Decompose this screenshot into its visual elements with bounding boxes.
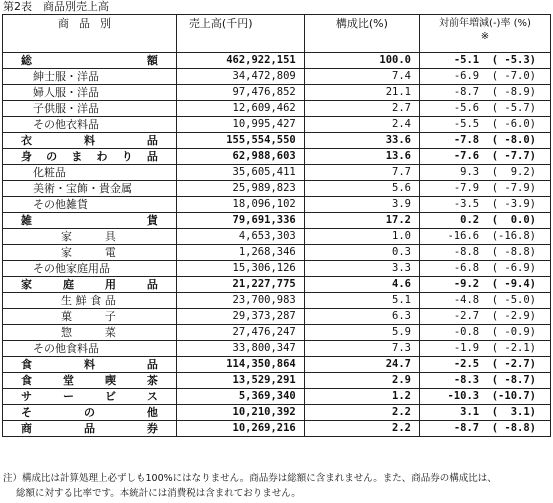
row-composition: 6.3 [304, 309, 419, 325]
row-change: -0.8 ( -0.9) [420, 325, 551, 341]
row-sales: 10,210,392 [176, 405, 304, 421]
row-composition: 7.3 [304, 341, 419, 357]
header-change-note: ※ [480, 31, 490, 42]
row-label: その他家庭用品 [3, 261, 177, 277]
row-label: その他 [3, 405, 177, 421]
row-composition: 2.2 [304, 421, 419, 437]
row-sales: 15,306,126 [176, 261, 304, 277]
row-label: 家庭用品 [3, 277, 177, 293]
row-change: -7.9 ( -7.9) [420, 181, 551, 197]
row-label: 食堂喫茶 [3, 373, 177, 389]
row-sales: 1,268,346 [176, 245, 304, 261]
row-sales: 10,269,216 [176, 421, 304, 437]
row-sales: 18,096,102 [176, 197, 304, 213]
row-label: 生鮮食品 [3, 293, 177, 309]
row-change: 0.2 ( 0.0) [420, 213, 551, 229]
row-change: 9.3 ( 9.2) [420, 165, 551, 181]
row-sales: 33,800,347 [176, 341, 304, 357]
row-change: -2.7 ( -2.9) [420, 309, 551, 325]
row-change: 3.1 ( 3.1) [420, 405, 551, 421]
row-composition: 5.1 [304, 293, 419, 309]
row-composition: 2.2 [304, 405, 419, 421]
table-row [3, 405, 551, 421]
row-change: -8.7 ( -8.8) [420, 421, 551, 437]
table-row [3, 85, 551, 101]
row-sales: 34,472,809 [176, 69, 304, 85]
row-change: -4.8 ( -5.0) [420, 293, 551, 309]
row-sales: 79,691,336 [176, 213, 304, 229]
row-sales: 21,227,775 [176, 277, 304, 293]
header-category: 商品別 [3, 15, 177, 53]
table-row [3, 389, 551, 405]
row-change: -2.5 ( -2.7) [420, 357, 551, 373]
row-change: -1.9 ( -2.1) [420, 341, 551, 357]
row-change: -3.5 ( -3.9) [420, 197, 551, 213]
row-sales: 12,609,462 [176, 101, 304, 117]
row-change: -5.5 ( -6.0) [420, 117, 551, 133]
row-label: 身のまわり品 [3, 149, 177, 165]
table-row [3, 69, 551, 85]
header-change-label: 対前年増減(-)率 (%) [439, 18, 531, 29]
header-change [420, 15, 551, 53]
table-title: 第2表 商品別売上高 [3, 0, 109, 13]
table-row [3, 357, 551, 373]
row-label: 雑貨 [3, 213, 177, 229]
header-composition: 構成比(%) [304, 15, 419, 53]
table-row [3, 277, 551, 293]
row-label: 子供服・洋品 [3, 101, 177, 117]
row-sales: 114,350,864 [176, 357, 304, 373]
table-row [3, 261, 551, 277]
row-change: -8.8 ( -8.8) [420, 245, 551, 261]
header-sales: 売上高(千円) [176, 15, 304, 53]
row-composition: 2.7 [304, 101, 419, 117]
row-composition: 1.2 [304, 389, 419, 405]
row-change: -5.6 ( -5.7) [420, 101, 551, 117]
row-composition: 13.6 [304, 149, 419, 165]
row-label: 紳士服・洋品 [3, 69, 177, 85]
row-sales: 35,605,411 [176, 165, 304, 181]
table-row [3, 325, 551, 341]
row-composition: 3.3 [304, 261, 419, 277]
row-composition: 4.6 [304, 277, 419, 293]
row-sales: 155,554,550 [176, 133, 304, 149]
row-label: 総 額 [3, 53, 177, 69]
row-change: -6.8 ( -6.9) [420, 261, 551, 277]
row-sales: 62,988,603 [176, 149, 304, 165]
row-label: 菓子 [3, 309, 177, 325]
row-change: -5.1 ( -5.3) [420, 53, 551, 69]
table-row [3, 341, 551, 357]
row-composition: 7.7 [304, 165, 419, 181]
row-sales: 27,476,247 [176, 325, 304, 341]
row-composition: 1.0 [304, 229, 419, 245]
row-change: -7.6 ( -7.7) [420, 149, 551, 165]
row-change: -8.7 ( -8.9) [420, 85, 551, 101]
row-change: -7.8 ( -8.0) [420, 133, 551, 149]
row-sales: 4,653,303 [176, 229, 304, 245]
row-label: 商品券 [3, 421, 177, 437]
sales-by-product-table [2, 14, 551, 437]
table-body [3, 53, 551, 437]
row-composition: 100.0 [304, 53, 419, 69]
row-label: サービス [3, 389, 177, 405]
row-sales: 29,373,287 [176, 309, 304, 325]
row-sales: 25,989,823 [176, 181, 304, 197]
row-change: -16.6 (-16.8) [420, 229, 551, 245]
row-sales: 5,369,340 [176, 389, 304, 405]
table-row [3, 165, 551, 181]
table-row [3, 229, 551, 245]
row-composition: 24.7 [304, 357, 419, 373]
row-sales: 462,922,151 [176, 53, 304, 69]
table-row [3, 309, 551, 325]
row-composition: 3.9 [304, 197, 419, 213]
row-change: -6.9 ( -7.0) [420, 69, 551, 85]
row-composition: 33.6 [304, 133, 419, 149]
row-composition: 7.4 [304, 69, 419, 85]
row-change: -10.3 (-10.7) [420, 389, 551, 405]
table-row [3, 373, 551, 389]
table-row [3, 133, 551, 149]
row-sales: 13,529,291 [176, 373, 304, 389]
row-composition: 0.3 [304, 245, 419, 261]
row-sales: 97,476,852 [176, 85, 304, 101]
header-row [3, 15, 551, 53]
row-composition: 5.9 [304, 325, 419, 341]
row-label: 家具 [3, 229, 177, 245]
row-sales: 10,995,427 [176, 117, 304, 133]
table-row [3, 149, 551, 165]
row-sales: 23,700,983 [176, 293, 304, 309]
row-change: -9.2 ( -9.4) [420, 277, 551, 293]
row-change: -8.3 ( -8.7) [420, 373, 551, 389]
row-composition: 17.2 [304, 213, 419, 229]
row-label: 衣料品 [3, 133, 177, 149]
footnote-line-1: 注）構成比は計算処理上必ずしも100%にはなりません。商品券は総額に含まれません。また、商品券の構成比は、 [3, 473, 497, 484]
row-label: 家電 [3, 245, 177, 261]
table-row [3, 181, 551, 197]
footnote-line-2: 総額に対する比率です。本統計には消費税は含まれておりません。 [16, 488, 301, 499]
row-label: その他衣料品 [3, 117, 177, 133]
row-label: その他雑貨 [3, 197, 177, 213]
row-label: 美術・宝飾・貴金属 [3, 181, 177, 197]
table-row [3, 117, 551, 133]
table-row [3, 213, 551, 229]
row-composition: 5.6 [304, 181, 419, 197]
table-row [3, 101, 551, 117]
row-label: 婦人服・洋品 [3, 85, 177, 101]
table-row [3, 293, 551, 309]
row-composition: 21.1 [304, 85, 419, 101]
row-label: その他食料品 [3, 341, 177, 357]
table-row [3, 53, 551, 69]
table-row [3, 245, 551, 261]
row-label: 化粧品 [3, 165, 177, 181]
row-composition: 2.9 [304, 373, 419, 389]
row-composition: 2.4 [304, 117, 419, 133]
table-row [3, 421, 551, 437]
table-row [3, 197, 551, 213]
row-label: 食料品 [3, 357, 177, 373]
row-label: 惣菜 [3, 325, 177, 341]
